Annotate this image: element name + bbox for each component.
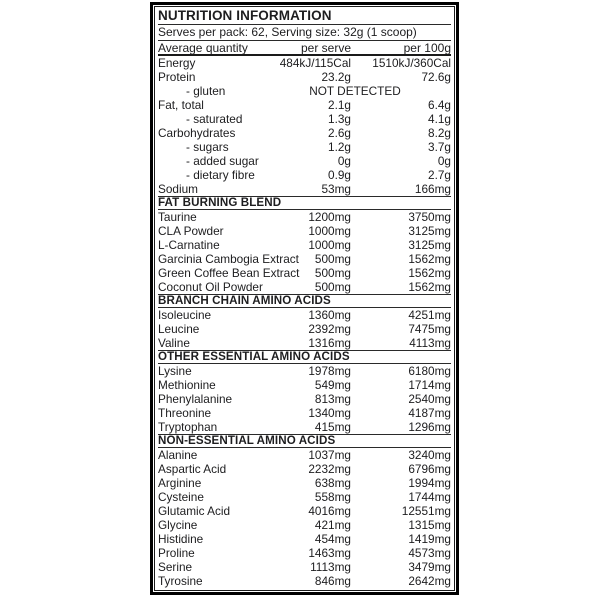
per-100g-value: 12551mg xyxy=(401,504,451,518)
per-100g-value: 1510kJ/360Cal xyxy=(372,56,451,70)
section-header: OTHER ESSENTIAL AMINO ACIDS xyxy=(158,350,451,364)
per-100g-value: 4573mg xyxy=(408,546,451,560)
per-100g-value: 1562mg xyxy=(408,252,451,266)
nutrient-label: Sodium xyxy=(158,182,198,196)
per-100g-value: 6.4g xyxy=(428,98,451,112)
per-serve-value: 1200mg xyxy=(308,210,351,224)
table-row xyxy=(158,266,451,280)
per-serve-value: 549mg xyxy=(314,378,351,392)
per-100g-value: 1562mg xyxy=(408,280,451,294)
per-100g-value: 6796mg xyxy=(408,462,451,476)
per-serve-value: 53mg xyxy=(321,182,351,196)
per-serve-value: 1113mg xyxy=(310,560,351,574)
table-row xyxy=(158,392,451,406)
per-100g-value: 6180mg xyxy=(408,364,451,378)
nutrient-label: Fat, total xyxy=(158,98,204,112)
per-serve-value: 1000mg xyxy=(308,224,351,238)
table-row xyxy=(158,476,451,490)
nutrient-label: Histidine xyxy=(158,532,204,546)
section-header: NON-ESSENTIAL AMINO ACIDS xyxy=(158,434,451,448)
column-per-100g: per 100g xyxy=(403,40,451,55)
table-row xyxy=(158,112,451,126)
table-row xyxy=(158,168,451,182)
table-row xyxy=(158,462,451,476)
per-100g-value: 4113mg xyxy=(409,336,451,350)
nutrient-label: Aspartic Acid xyxy=(158,462,227,476)
serving-info: Serves per pack: 62, Serving size: 32g (1 scoop) xyxy=(158,25,451,41)
per-serve-value: 500mg xyxy=(314,266,351,280)
per-100g-value: 7475mg xyxy=(408,322,451,336)
per-100g-value: 3240mg xyxy=(408,448,451,462)
nutrient-label: - gluten xyxy=(186,84,226,98)
column-average-quantity: Average quantity xyxy=(158,40,248,55)
table-row xyxy=(158,504,451,518)
spanned-value: NOT DETECTED xyxy=(309,84,401,98)
nutrient-label: - saturated xyxy=(186,112,243,126)
section-header: BRANCH CHAIN AMINO ACIDS xyxy=(158,294,451,308)
per-100g-value: 4251mg xyxy=(408,308,451,322)
per-serve-value: 0.9g xyxy=(328,168,351,182)
per-serve-value: 2.6g xyxy=(328,126,351,140)
per-100g-value: 1994mg xyxy=(408,476,451,490)
per-serve-value: 484kJ/115Cal xyxy=(279,56,351,70)
table-row xyxy=(158,154,451,168)
per-serve-value: 421mg xyxy=(314,518,351,532)
nutrient-label: Taurine xyxy=(158,210,197,224)
nutrient-label: - dietary fibre xyxy=(186,168,255,182)
per-serve-value: 454mg xyxy=(314,532,351,546)
table-row xyxy=(158,182,451,196)
nutrition-rows xyxy=(158,56,451,588)
per-100g-value: 1714mg xyxy=(408,378,451,392)
per-serve-value: 2232mg xyxy=(308,462,351,476)
per-serve-value: 23.2g xyxy=(321,70,351,84)
table-row xyxy=(158,98,451,112)
per-100g-value: 4187mg xyxy=(408,406,451,420)
table-row xyxy=(158,56,451,70)
per-100g-value: 3125mg xyxy=(408,224,451,238)
per-100g-value: 2540mg xyxy=(408,392,451,406)
per-100g-value: 166mg xyxy=(414,182,451,196)
table-row xyxy=(158,308,451,322)
nutrient-label: Protein xyxy=(158,70,196,84)
nutrient-label: Phenylalanine xyxy=(158,392,233,406)
table-row xyxy=(158,336,451,350)
per-100g-value: 3479mg xyxy=(408,560,451,574)
nutrient-label: - sugars xyxy=(186,140,229,154)
per-serve-value: 1000mg xyxy=(308,238,351,252)
table-row xyxy=(158,574,451,588)
per-serve-value: 1316mg xyxy=(308,336,351,350)
nutrient-label: Carbohydrates xyxy=(158,126,236,140)
nutrition-panel-inner xyxy=(154,6,455,591)
table-row xyxy=(158,560,451,574)
table-row xyxy=(158,70,451,84)
per-100g-value: 72.6g xyxy=(421,70,451,84)
nutrient-label: Isoleucine xyxy=(158,308,212,322)
nutrient-label: Threonine xyxy=(158,406,212,420)
table-row xyxy=(158,252,451,266)
nutrient-label: Tyrosine xyxy=(158,574,203,588)
table-row xyxy=(158,364,451,378)
per-serve-value: 1360mg xyxy=(308,308,351,322)
table-row xyxy=(158,322,451,336)
per-serve-value: 415mg xyxy=(314,420,351,434)
per-serve-value: 1978mg xyxy=(308,364,351,378)
nutrient-label: Tryptophan xyxy=(158,420,218,434)
table-row xyxy=(158,448,451,462)
table-row xyxy=(158,140,451,154)
table-row xyxy=(158,532,451,546)
per-100g-value: 8.2g xyxy=(428,126,451,140)
per-serve-value: 1463mg xyxy=(308,546,351,560)
nutrient-label: CLA Powder xyxy=(158,224,224,238)
per-serve-value: 846mg xyxy=(314,574,351,588)
per-100g-value: 1296mg xyxy=(408,420,451,434)
per-serve-value: 4016mg xyxy=(308,504,351,518)
table-row xyxy=(158,378,451,392)
nutrient-label: Coconut Oil Powder xyxy=(158,280,263,294)
table-row xyxy=(158,490,451,504)
per-serve-value: 558mg xyxy=(314,490,351,504)
per-100g-value: 1562mg xyxy=(408,266,451,280)
table-row xyxy=(158,546,451,560)
nutrient-label: Garcinia Cambogia Extract xyxy=(158,252,299,266)
column-per-serve: per serve xyxy=(300,40,351,55)
nutrient-label: Leucine xyxy=(158,322,200,336)
per-100g-value: 3125mg xyxy=(408,238,451,252)
per-serve-value: 1340mg xyxy=(308,406,351,420)
per-100g-value: 4.1g xyxy=(428,112,451,126)
nutrient-label: Green Coffee Bean Extract xyxy=(158,266,300,280)
per-serve-value: 500mg xyxy=(314,280,351,294)
nutrient-label: Arginine xyxy=(158,476,202,490)
table-row xyxy=(158,420,451,434)
per-100g-value: 1315mg xyxy=(408,518,451,532)
table-row xyxy=(158,126,451,140)
table-row xyxy=(158,406,451,420)
per-100g-value: 3.7g xyxy=(428,140,451,154)
per-serve-value: 500mg xyxy=(314,252,351,266)
per-serve-value: 2392mg xyxy=(308,322,351,336)
nutrient-label: Glutamic Acid xyxy=(158,504,231,518)
per-serve-value: 1.3g xyxy=(328,112,351,126)
table-row xyxy=(158,210,451,224)
per-100g-value: 0g xyxy=(437,154,451,168)
per-100g-value: 2.7g xyxy=(428,168,451,182)
table-row xyxy=(158,238,451,252)
section-header: FAT BURNING BLEND xyxy=(158,196,451,210)
nutrient-label: Cysteine xyxy=(158,490,204,504)
per-100g-value: 3750mg xyxy=(408,210,451,224)
per-serve-value: 638mg xyxy=(314,476,351,490)
table-row xyxy=(158,518,451,532)
table-row xyxy=(158,224,451,238)
nutrient-label: Alanine xyxy=(158,448,198,462)
nutrient-label: Proline xyxy=(158,546,195,560)
table-row xyxy=(158,84,451,98)
per-serve-value: 2.1g xyxy=(328,98,351,112)
column-header-row xyxy=(158,41,451,56)
per-serve-value: 1037mg xyxy=(308,448,351,462)
nutrient-label: Lysine xyxy=(158,364,192,378)
nutrient-label: Glycine xyxy=(158,518,198,532)
per-serve-value: 0g xyxy=(337,154,351,168)
per-100g-value: 1744mg xyxy=(408,490,451,504)
per-100g-value: 2642mg xyxy=(408,574,451,588)
per-serve-value: 813mg xyxy=(314,392,351,406)
nutrient-label: L-Carnatine xyxy=(158,238,220,252)
nutrition-panel xyxy=(150,2,459,595)
nutrient-label: Methionine xyxy=(158,378,216,392)
panel-title: NUTRITION INFORMATION xyxy=(158,8,451,25)
table-row xyxy=(158,280,451,294)
per-100g-value: 1419mg xyxy=(408,532,451,546)
nutrient-label: - added sugar xyxy=(186,154,259,168)
per-serve-value: 1.2g xyxy=(328,140,351,154)
nutrient-label: Serine xyxy=(158,560,193,574)
nutrient-label: Energy xyxy=(158,56,196,70)
nutrient-label: Valine xyxy=(158,336,190,350)
